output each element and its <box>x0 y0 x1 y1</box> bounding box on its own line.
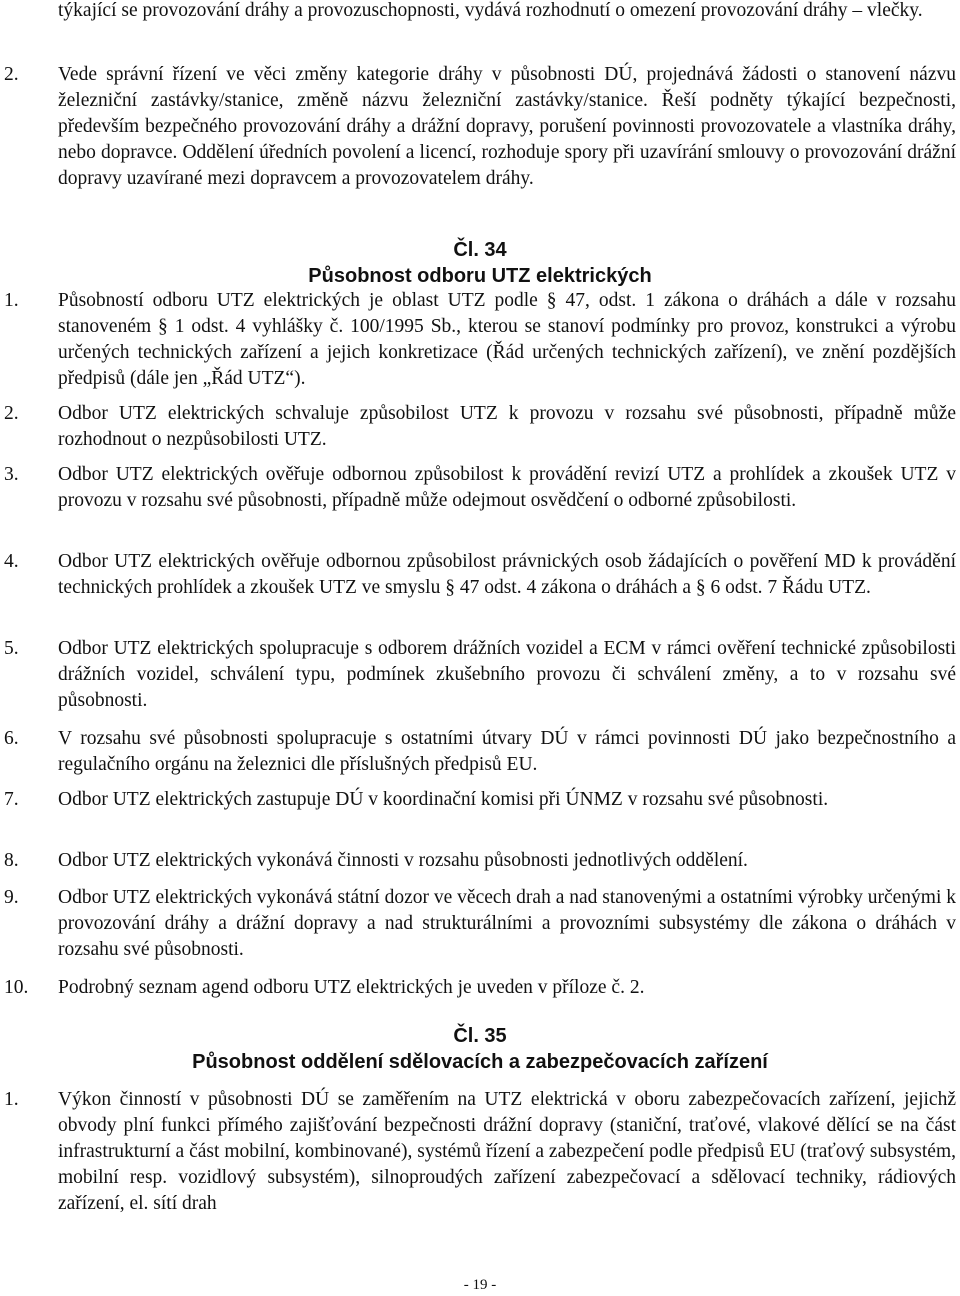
article-title: Působnost odboru UTZ elektrických <box>308 265 652 287</box>
list-item-number: 7. <box>4 789 19 810</box>
list-item <box>4 1087 956 1217</box>
list-item-number: 8. <box>4 850 19 871</box>
continuation-paragraph: týkající se provozování dráhy a provozuschopnosti, vydává rozhodnutí o omezení provozování dráhy – vlečky. <box>58 0 923 21</box>
article-number: Čl. 35 <box>453 1025 507 1047</box>
list-item-text: Odbor UTZ elektrických ověřuje odbornou způsobilost k provádění revizí UTZ a prohlídek a zkoušek UTZ v provozu v rozsahu své působnosti, případně může odejmout osvědčení o odborné způsobilosti. <box>58 464 956 511</box>
list-item-text: Odbor UTZ elektrických schvaluje způsobilost UTZ k provozu v rozsahu své působnosti, případně může rozhodnout o nezpůsobilosti UTZ. <box>58 403 956 450</box>
list-item-text: Podrobný seznam agend odboru UTZ elektrických je uveden v příloze č. 2. <box>58 977 645 998</box>
list-item <box>4 549 956 601</box>
page-number: - 19 - <box>463 1277 497 1293</box>
list-item-text: Výkon činností v působnosti DÚ se zaměřením na UTZ elektrická v oboru zabezpečovacích zařízení, jejichž obvody plní funkci přímého zajišťování bezpečnosti drážní dopravy (staniční, traťové, vlakové dělící se na část infrastrukturní a část mobilní, kombinované), systémů řízení a zabezpečení podle předpisů EU (traťový subsystém, mobilní resp. vozidlový subsystém), silnoproudých zařízení zabezpečovací a sdělovací techniky, rádiových zařízení, el. sítí drah <box>58 1089 956 1214</box>
list-item-text: Odbor UTZ elektrických zastupuje DÚ v koordinační komisi při ÚNMZ v rozsahu své působnosti. <box>58 789 829 810</box>
list-item-number: 10. <box>4 977 29 998</box>
list-item <box>4 726 956 778</box>
list-item-number: 4. <box>4 551 19 572</box>
list-item-text: Odbor UTZ elektrických ověřuje odbornou způsobilost právnických osob žádajících o pověření MD k provádění technických prohlídek a zkoušek UTZ ve smyslu § 47 odst. 4 zákona o dráhách a § 6 odst. 7 Řádu UTZ. <box>58 551 956 598</box>
list-item <box>4 636 956 714</box>
list-item <box>4 401 956 453</box>
list-item <box>4 462 956 514</box>
list-item <box>4 62 956 192</box>
list-item-number: 2. <box>4 64 19 85</box>
list-item-text: Odbor UTZ elektrických vykonává státní dozor ve věcech drah a nad stanovenými a ostatními výrobky určenými k provozování dráhy a drážní dopravy a nad strukturálními a provozními subsystémy dle zákona o dráhách v rozsahu své působnosti. <box>58 887 956 960</box>
list-item <box>4 848 956 874</box>
list-item <box>4 288 956 392</box>
article-number: Čl. 34 <box>453 239 507 261</box>
list-item-text: Odbor UTZ elektrických vykonává činnosti v rozsahu působnosti jednotlivých oddělení. <box>58 850 748 871</box>
list-item-number: 1. <box>4 290 19 311</box>
list-item-number: 5. <box>4 638 19 659</box>
list-item-text: V rozsahu své působnosti spolupracuje s ostatními útvary DÚ v rámci povinnosti DÚ jako bezpečnostního a regulačního orgánu na železnici dle příslušných předpisů EU. <box>58 728 956 775</box>
article-title: Působnost oddělení sdělovacích a zabezpečovacích zařízení <box>192 1051 768 1073</box>
list-item-number: 2. <box>4 403 19 424</box>
list-item <box>4 885 956 963</box>
list-item-number: 6. <box>4 728 19 749</box>
list-item-number: 9. <box>4 887 19 908</box>
list-item <box>4 975 956 1001</box>
list-item-text: Vede správní řízení ve věci změny kategorie dráhy v působnosti DÚ, projednává žádosti o stanovení názvu železniční zastávky/stanice, změně názvu železniční zastávky/stanice. Řeší podněty týkající bezpečnosti, především bezpečného provozování dráhy a drážní dopravy, porušení povinnosti provozovatele a vlastníka dráhy, nebo dopravce. Oddělení úředních povolení a licencí, rozhoduje spory při uzavírání smlouvy o provozování drážní dopravy uzavírané mezi dopravcem a provozovatelem dráhy. <box>58 64 956 189</box>
list-item-text: Působností odboru UTZ elektrických je oblast UTZ podle § 47, odst. 1 zákona o dráhách a dále v rozsahu stanoveném § 1 odst. 4 vyhlášky č. 100/1995 Sb., kterou se stanoví podmínky pro provoz, konstrukci a výrobu určených technických zařízení a jejich konkretizace (Řád určených technických zařízení), ve znění pozdějších předpisů (dále jen „Řád UTZ“). <box>58 290 956 389</box>
list-item-text: Odbor UTZ elektrických spolupracuje s odborem drážních vozidel a ECM v rámci ověření technické způsobilosti drážních vozidel, schválení typu, podmínek zkušebního provozu či schválení změny, a to v rozsahu své působnosti. <box>58 638 956 711</box>
list-item-number: 3. <box>4 464 19 485</box>
list-item <box>4 787 956 813</box>
list-item-number: 1. <box>4 1089 19 1110</box>
